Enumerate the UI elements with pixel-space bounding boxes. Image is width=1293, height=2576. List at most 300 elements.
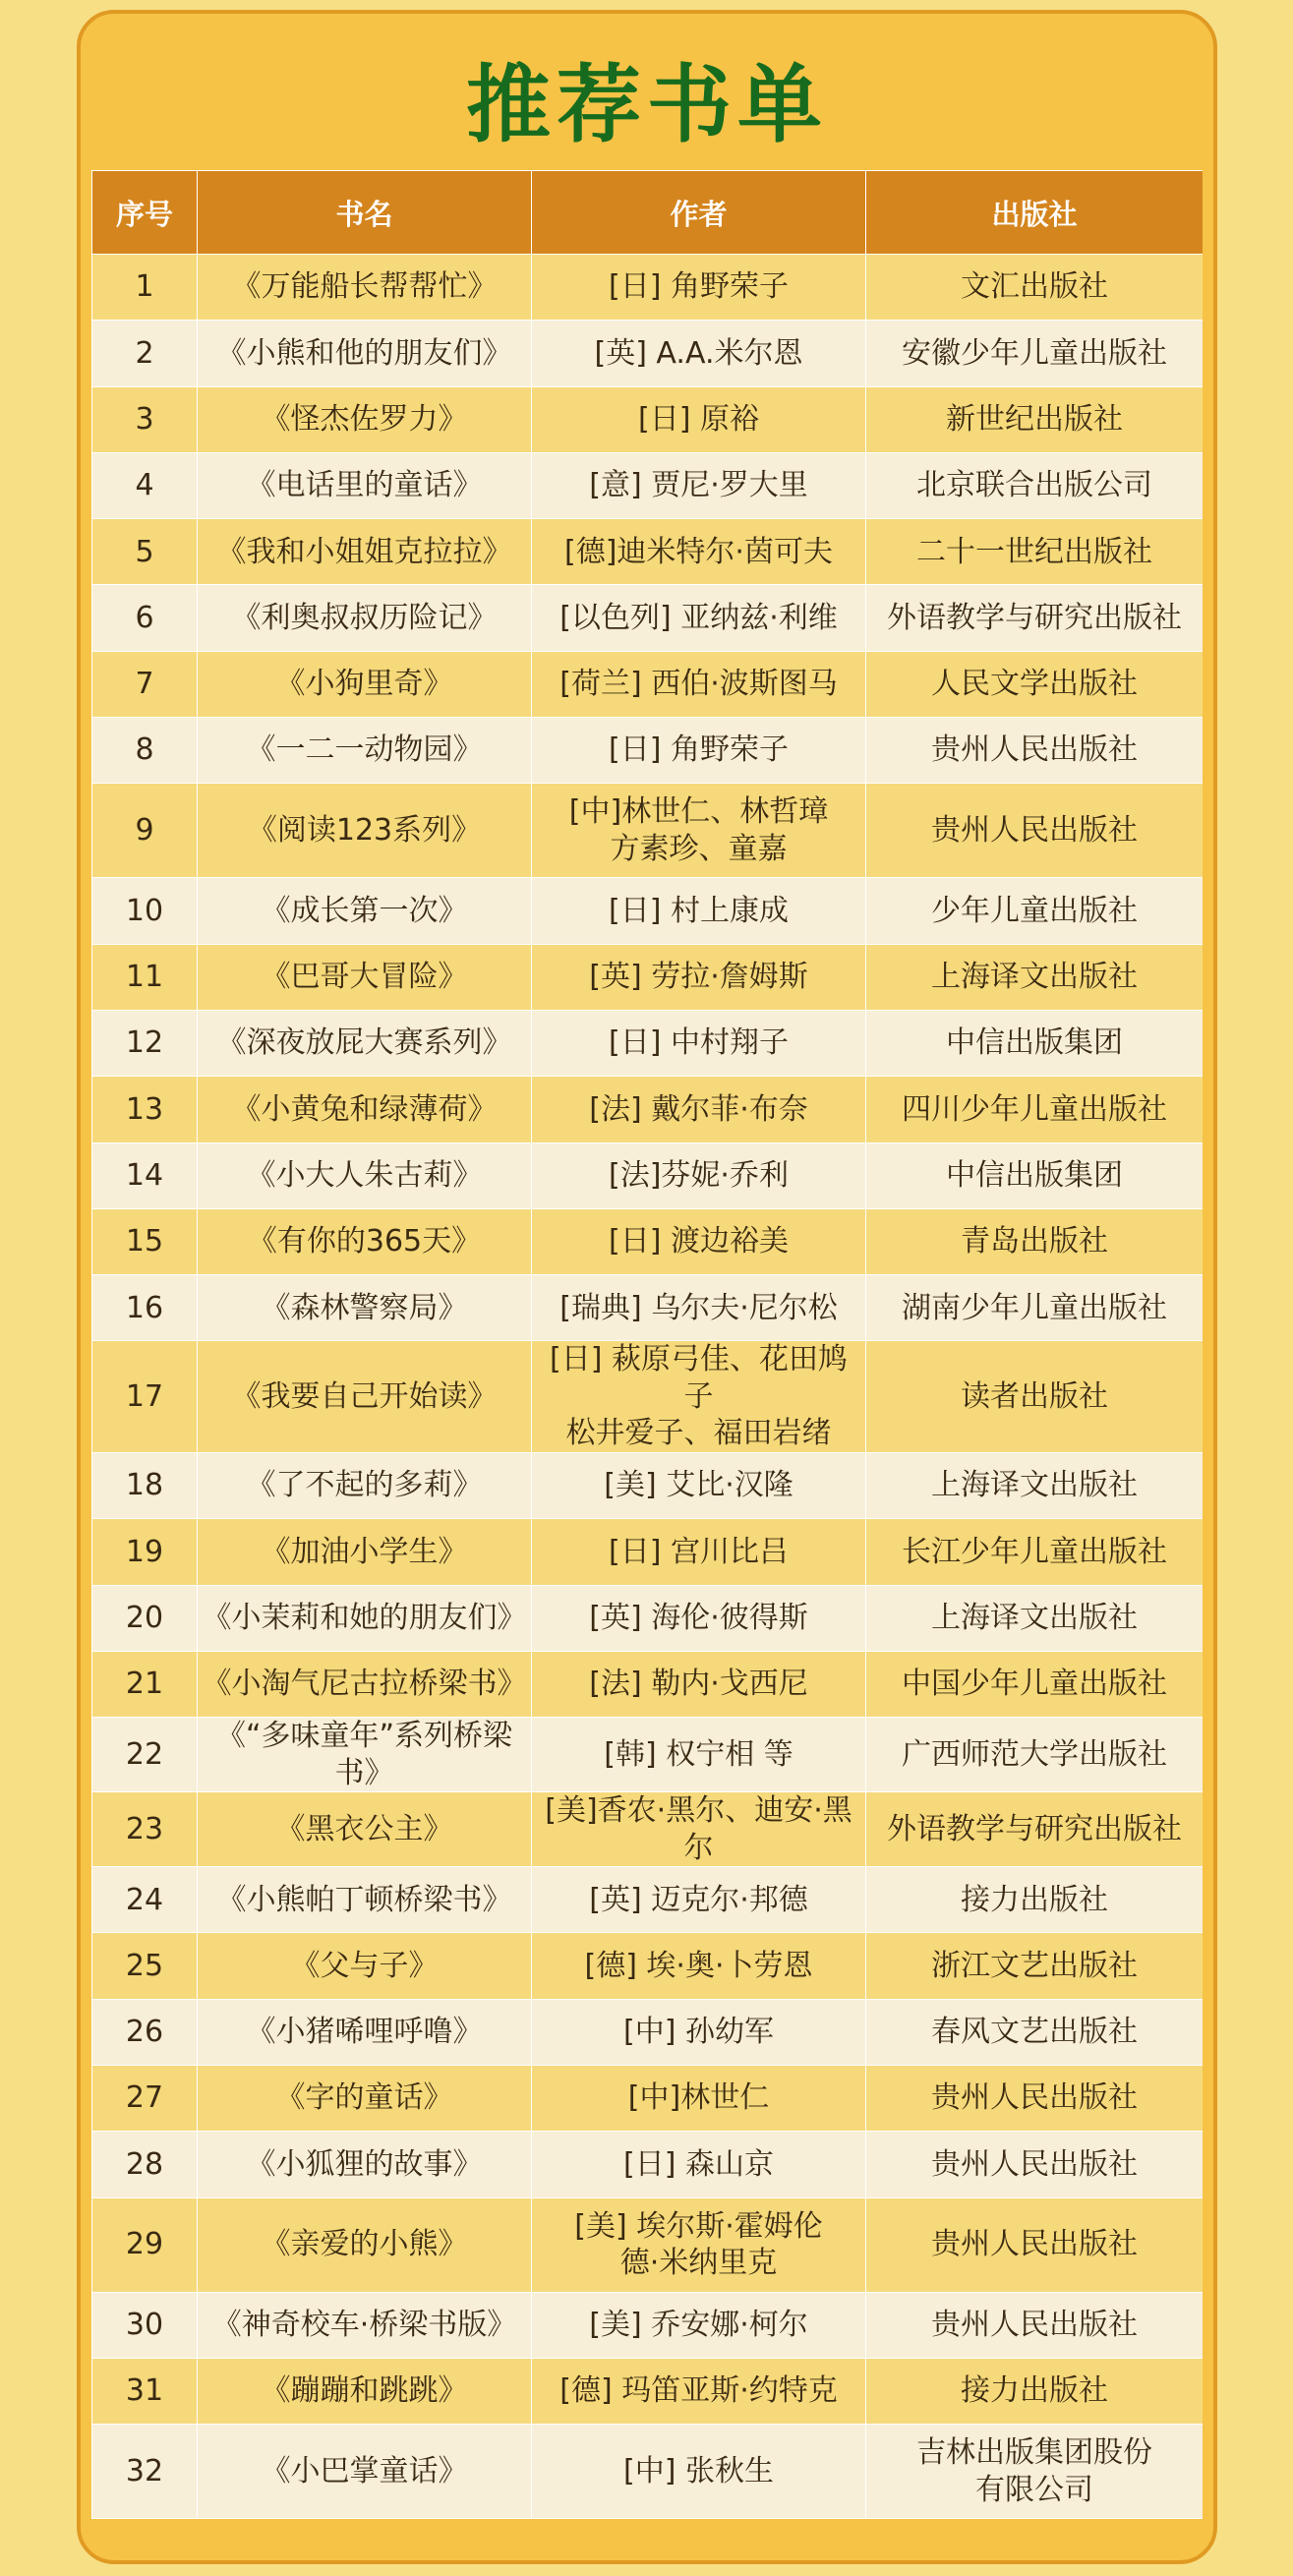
book-table: [91, 170, 1203, 2519]
book-author: [532, 1208, 866, 1274]
table-row: [92, 519, 1204, 585]
book-title: [198, 386, 532, 452]
row-number: [92, 878, 198, 944]
book-publisher-line: 新世纪出版社: [946, 401, 1123, 437]
row-number-line: 9: [135, 813, 154, 849]
book-title: [198, 651, 532, 717]
book-author-line: [日] 角野荣子: [609, 732, 789, 768]
book-author: [532, 1585, 866, 1651]
row-number-line: 24: [125, 1882, 164, 1917]
row-number-line: 3: [135, 401, 154, 437]
book-title-line: 《了不起的多莉》: [246, 1468, 483, 1503]
header-publisher: 出版社: [866, 171, 1204, 255]
book-author: [532, 1933, 866, 1999]
book-author: [532, 1519, 866, 1585]
book-author-line: [日] 渡边裕美: [609, 1224, 789, 1259]
row-number: [92, 718, 198, 784]
book-title: [198, 944, 532, 1010]
book-title: [198, 1519, 532, 1585]
book-title: [198, 878, 532, 944]
book-author-line: [中] 孙幼军: [623, 2015, 774, 2050]
book-publisher: [866, 1718, 1204, 1792]
book-author-line: [法] 戴尔菲·布奈: [589, 1091, 808, 1127]
book-publisher: [866, 1142, 1204, 1208]
table-row: [92, 1933, 1204, 1999]
row-number-line: 7: [135, 667, 154, 702]
book-publisher: [866, 651, 1204, 717]
book-title-line: 《小猪唏哩呼噜》: [246, 2015, 483, 2050]
book-title-line: 《巴哥大冒险》: [261, 960, 468, 995]
book-title: [198, 2292, 532, 2358]
book-author-line: [美]香农·黑尔、迪安·黑尔: [545, 1793, 852, 1865]
row-number: [92, 944, 198, 1010]
book-list-card: [91, 25, 1203, 2549]
book-author: [532, 321, 866, 386]
book-author: [532, 1275, 866, 1341]
row-number: [92, 2292, 198, 2358]
book-author: [532, 2425, 866, 2519]
row-number: [92, 1208, 198, 1274]
book-publisher: [866, 1933, 1204, 1999]
book-author-line: [美] 乔安娜·柯尔: [589, 2308, 808, 2343]
table-row: [92, 651, 1204, 717]
book-publisher-line: 中国少年儿童出版社: [902, 1667, 1167, 1702]
book-author: [532, 452, 866, 518]
table-row: [92, 1077, 1204, 1142]
book-author-line: [韩] 权宁相 等: [604, 1736, 793, 1772]
book-author-line: [日] 宫川比吕: [609, 1534, 789, 1569]
book-title-line: 《深夜放屁大赛系列》: [216, 1025, 512, 1061]
book-publisher-line: 长江少年儿童出版社: [902, 1534, 1167, 1569]
table-row: [92, 944, 1204, 1010]
book-author: [532, 784, 866, 878]
book-publisher: [866, 2292, 1204, 2358]
book-title: [198, 585, 532, 651]
book-publisher: [866, 519, 1204, 585]
row-number: [92, 1792, 198, 1867]
book-author-line: 松井爱子、福田岩绪: [565, 1416, 832, 1451]
book-title-line: 《小熊和他的朋友们》: [216, 335, 512, 371]
table-row: [92, 386, 1204, 452]
book-author-line: [日] 中村翔子: [609, 1025, 789, 1061]
table-row: [92, 2425, 1204, 2519]
book-title-line: 《我和小姐姐克拉拉》: [216, 534, 512, 569]
row-number: [92, 519, 198, 585]
book-author: [532, 2197, 866, 2292]
book-author: [532, 1792, 866, 1867]
book-publisher-line: 安徽少年儿童出版社: [902, 335, 1167, 371]
book-author-line: [法] 勒内·戈西尼: [589, 1667, 808, 1702]
row-number: [92, 1452, 198, 1518]
table-row: [92, 718, 1204, 784]
book-publisher: [866, 1010, 1204, 1076]
book-publisher-line: 北京联合出版公司: [916, 468, 1152, 503]
row-number-line: 5: [135, 534, 154, 569]
book-author: [532, 1010, 866, 1076]
book-author: [532, 519, 866, 585]
book-author-line: [美] 埃尔斯·霍姆伦: [574, 2208, 823, 2244]
table-row: [92, 2066, 1204, 2132]
book-author-line: [瑞典] 乌尔夫·尼尔松: [559, 1290, 838, 1325]
book-publisher-line: 外语教学与研究出版社: [887, 600, 1182, 635]
table-row: [92, 1452, 1204, 1518]
book-title-line: 《有你的365天》: [247, 1224, 482, 1259]
book-title: [198, 1933, 532, 1999]
book-publisher: [866, 2132, 1204, 2197]
book-title: [198, 1077, 532, 1142]
book-title: [198, 1792, 532, 1867]
book-title: [198, 2358, 532, 2424]
row-number-line: 29: [125, 2227, 164, 2262]
book-author: [532, 944, 866, 1010]
table-row: [92, 1867, 1204, 1933]
book-publisher-line: 广西师范大学出版社: [902, 1736, 1167, 1772]
table-header-row: [92, 171, 1204, 255]
book-author: [532, 585, 866, 651]
book-title-line: 《小熊帕丁顿桥梁书》: [216, 1882, 512, 1917]
row-number: [92, 2066, 198, 2132]
book-publisher: [866, 1208, 1204, 1274]
row-number-line: 15: [125, 1224, 164, 1259]
book-title-line: 《森林警察局》: [261, 1290, 468, 1325]
book-author-line: [美] 艾比·汉隆: [604, 1468, 793, 1503]
book-title-line: 《小狐狸的故事》: [246, 2146, 483, 2182]
row-number: [92, 1933, 198, 1999]
book-author-line: [日] 村上康成: [609, 893, 789, 928]
book-publisher-line: 少年儿童出版社: [931, 893, 1138, 928]
table-body: [92, 255, 1204, 2519]
book-publisher-line: 春风文艺出版社: [931, 2015, 1138, 2050]
book-title: [198, 1452, 532, 1518]
row-number: [92, 386, 198, 452]
table-row: [92, 2292, 1204, 2358]
table-row: [92, 1792, 1204, 1867]
row-number: [92, 321, 198, 386]
book-publisher-line: 二十一世纪出版社: [916, 534, 1152, 569]
book-publisher: [866, 2066, 1204, 2132]
book-title-line: 《电话里的童话》: [246, 468, 483, 503]
book-title-line: 《字的童话》: [275, 2080, 453, 2116]
book-publisher: [866, 1651, 1204, 1717]
book-publisher-line: 青岛出版社: [961, 1224, 1108, 1259]
row-number-line: 31: [125, 2373, 164, 2409]
row-number: [92, 255, 198, 321]
book-publisher: [866, 1519, 1204, 1585]
book-publisher-line: 湖南少年儿童出版社: [902, 1290, 1167, 1325]
book-author: [532, 1867, 866, 1933]
book-title-line: 《阅读123系列》: [247, 813, 482, 849]
book-author: [532, 1651, 866, 1717]
book-title-line: 《父与子》: [290, 1948, 439, 1983]
book-publisher: [866, 321, 1204, 386]
table-row: [92, 585, 1204, 651]
book-title: [198, 1718, 532, 1792]
book-author: [532, 2292, 866, 2358]
row-number: [92, 2358, 198, 2424]
book-publisher: [866, 452, 1204, 518]
row-number-line: 23: [125, 1811, 164, 1846]
book-author: [532, 1999, 866, 2065]
book-author-line: [法]芬妮·乔利: [609, 1157, 789, 1193]
book-title: [198, 1341, 532, 1453]
book-publisher: [866, 1077, 1204, 1142]
header-number: 序号: [92, 171, 198, 255]
book-publisher-line: 中信出版集团: [946, 1157, 1123, 1193]
table-row: [92, 1718, 1204, 1792]
book-author: [532, 1341, 866, 1453]
book-title: [198, 2197, 532, 2292]
page-title: 推荐书单: [466, 56, 828, 154]
book-title: [198, 1585, 532, 1651]
book-author-line: 方素珍、童嘉: [610, 831, 788, 866]
book-title-line: 《“多味童年”系列桥梁书》: [215, 1719, 513, 1790]
book-publisher: [866, 585, 1204, 651]
book-author-line: [英] 海伦·彼得斯: [589, 1600, 808, 1635]
book-title-line: 《我要自己开始读》: [231, 1378, 498, 1414]
row-number-line: 13: [125, 1091, 164, 1127]
book-publisher: [866, 784, 1204, 878]
table-row: [92, 1275, 1204, 1341]
book-title-line: 《神奇校车·桥梁书版》: [211, 2308, 517, 2343]
table-row: [92, 784, 1204, 878]
row-number: [92, 1519, 198, 1585]
row-number: [92, 1142, 198, 1208]
book-title-line: 《利奥叔叔历险记》: [231, 600, 498, 635]
row-number-line: 4: [135, 468, 154, 503]
book-publisher: [866, 944, 1204, 1010]
book-title: [198, 1275, 532, 1341]
row-number-line: 20: [125, 1600, 164, 1635]
book-publisher-line: 接力出版社: [961, 2373, 1108, 2409]
book-publisher-line: 文汇出版社: [961, 269, 1108, 305]
table-row: [92, 878, 1204, 944]
book-publisher-line: 上海译文出版社: [931, 1600, 1138, 1635]
row-number-line: 25: [125, 1948, 164, 1983]
row-number: [92, 585, 198, 651]
row-number-line: 30: [125, 2308, 164, 2343]
book-author: [532, 1142, 866, 1208]
book-publisher-line: 浙江文艺出版社: [931, 1948, 1138, 1983]
book-author: [532, 1452, 866, 1518]
book-publisher-line: 读者出版社: [961, 1378, 1108, 1414]
book-author-line: [德] 玛笛亚斯·约特克: [559, 2373, 838, 2409]
table-row: [92, 1208, 1204, 1274]
book-title-line: 《加油小学生》: [261, 1534, 468, 1569]
table-row: [92, 1341, 1204, 1453]
book-title: [198, 784, 532, 878]
book-author: [532, 255, 866, 321]
book-title: [198, 1010, 532, 1076]
book-publisher-line: 贵州人民出版社: [931, 2227, 1138, 2262]
table-row: [92, 2358, 1204, 2424]
row-number: [92, 452, 198, 518]
book-title-line: 《亲爱的小熊》: [261, 2227, 468, 2262]
book-publisher-line: 上海译文出版社: [931, 960, 1138, 995]
book-publisher: [866, 2425, 1204, 2519]
book-author-line: [日] 森山京: [623, 2146, 774, 2182]
table-row: [92, 1142, 1204, 1208]
book-publisher: [866, 878, 1204, 944]
book-title-line: 《成长第一次》: [261, 893, 468, 928]
book-publisher: [866, 1275, 1204, 1341]
book-publisher-line: 吉林出版集团股份: [916, 2435, 1152, 2471]
row-number: [92, 2425, 198, 2519]
book-title: [198, 452, 532, 518]
book-title: [198, 2425, 532, 2519]
book-author: [532, 878, 866, 944]
book-title: [198, 1867, 532, 1933]
row-number-line: 19: [125, 1534, 164, 1569]
book-author-line: [英] A.A.米尔恩: [594, 335, 803, 371]
book-publisher: [866, 386, 1204, 452]
row-number: [92, 2132, 198, 2197]
row-number-line: 16: [125, 1290, 164, 1325]
book-author: [532, 2066, 866, 2132]
table-row: [92, 1999, 1204, 2065]
book-publisher-line: 人民文学出版社: [931, 667, 1138, 702]
book-title-line: 《一二一动物园》: [246, 732, 483, 768]
row-number: [92, 1867, 198, 1933]
book-title-line: 《小淘气尼古拉桥梁书》: [202, 1667, 527, 1702]
book-title: [198, 2132, 532, 2197]
table-row: [92, 1651, 1204, 1717]
book-publisher-line: 贵州人民出版社: [931, 2080, 1138, 2116]
row-number-line: 27: [125, 2080, 164, 2116]
book-title: [198, 718, 532, 784]
book-publisher-line: 接力出版社: [961, 1882, 1108, 1917]
book-title-line: 《黑衣公主》: [275, 1811, 453, 1846]
row-number-line: 26: [125, 2015, 164, 2050]
book-author-line: [以色列] 亚纳兹·利维: [559, 600, 838, 635]
book-author: [532, 651, 866, 717]
book-title: [198, 1651, 532, 1717]
row-number-line: 10: [125, 893, 164, 928]
row-number-line: 1: [135, 269, 154, 305]
row-number: [92, 1010, 198, 1076]
table-row: [92, 452, 1204, 518]
row-number-line: 11: [125, 960, 164, 995]
book-author-line: [日] 角野荣子: [609, 269, 789, 305]
book-author-line: [中]林世仁、林哲璋: [568, 794, 829, 830]
row-number: [92, 1651, 198, 1717]
row-number-line: 17: [125, 1378, 164, 1414]
row-number: [92, 784, 198, 878]
book-author-line: [英] 迈克尔·邦德: [589, 1882, 808, 1917]
book-author: [532, 1077, 866, 1142]
book-publisher: [866, 2197, 1204, 2292]
book-publisher: [866, 1341, 1204, 1453]
book-publisher-line: 贵州人民出版社: [931, 2308, 1138, 2343]
book-author: [532, 1718, 866, 1792]
book-author-line: [日] 原裕: [638, 401, 759, 437]
book-publisher: [866, 1792, 1204, 1867]
book-author-line: [德] 埃·奥·卜劳恩: [584, 1948, 813, 1983]
table-row: [92, 1519, 1204, 1585]
table-row: [92, 321, 1204, 386]
row-number-line: 28: [125, 2146, 164, 2182]
row-number-line: 32: [125, 2453, 164, 2488]
row-number: [92, 651, 198, 717]
header-book-title: 书名: [198, 171, 532, 255]
book-title-line: 《小茉莉和她的朋友们》: [202, 1600, 527, 1635]
table-row: [92, 1010, 1204, 1076]
table-row: [92, 255, 1204, 321]
book-author: [532, 718, 866, 784]
book-author: [532, 2132, 866, 2197]
book-publisher-line: 贵州人民出版社: [931, 732, 1138, 768]
table-row: [92, 1585, 1204, 1651]
book-title: [198, 1999, 532, 2065]
book-author-line: [英] 劳拉·詹姆斯: [589, 960, 808, 995]
book-title: [198, 519, 532, 585]
book-author-line: [日] 萩原弓佳、花田鸠子: [550, 1342, 848, 1414]
row-number: [92, 1341, 198, 1453]
book-title-line: 《小狗里奇》: [275, 667, 453, 702]
book-publisher-line: 外语教学与研究出版社: [887, 1811, 1182, 1846]
book-publisher: [866, 255, 1204, 321]
book-title-line: 《万能船长帮帮忙》: [231, 269, 498, 305]
book-title: [198, 321, 532, 386]
book-title-line: 《小大人朱古莉》: [246, 1157, 483, 1193]
book-publisher: [866, 1999, 1204, 2065]
row-number-line: 14: [125, 1157, 164, 1193]
book-title: [198, 1142, 532, 1208]
row-number-line: 8: [135, 732, 154, 768]
book-publisher: [866, 1867, 1204, 1933]
row-number-line: 21: [125, 1667, 164, 1702]
book-publisher-line: 中信出版集团: [946, 1025, 1123, 1061]
row-number: [92, 1275, 198, 1341]
book-publisher: [866, 2358, 1204, 2424]
book-publisher-line: 贵州人民出版社: [931, 2146, 1138, 2182]
row-number: [92, 2197, 198, 2292]
table-row: [92, 2197, 1204, 2292]
row-number: [92, 1718, 198, 1792]
book-title: [198, 1208, 532, 1274]
book-author-line: [中]林世仁: [627, 2080, 770, 2116]
book-author-line: [意] 贾尼·罗大里: [589, 468, 808, 503]
row-number: [92, 1585, 198, 1651]
row-number-line: 22: [125, 1736, 164, 1772]
book-author: [532, 2358, 866, 2424]
row-number-line: 12: [125, 1025, 164, 1061]
book-title: [198, 255, 532, 321]
book-title-line: 《小黄兔和绿薄荷》: [231, 1091, 498, 1127]
book-publisher: [866, 1585, 1204, 1651]
row-number-line: 6: [135, 600, 154, 635]
book-author-line: [德]迪米特尔·茵可夫: [564, 534, 833, 569]
book-author-line: [荷兰] 西伯·波斯图马: [559, 667, 838, 702]
row-number-line: 18: [125, 1468, 164, 1503]
book-title: [198, 2066, 532, 2132]
book-publisher-line: 贵州人民出版社: [931, 813, 1138, 849]
card-footer: [91, 2519, 1203, 2549]
row-number-line: 2: [135, 335, 154, 371]
book-publisher-line: 四川少年儿童出版社: [902, 1091, 1167, 1127]
book-author-line: 德·米纳里克: [619, 2246, 778, 2281]
book-title-line: 《蹦蹦和跳跳》: [261, 2373, 468, 2409]
book-author: [532, 386, 866, 452]
book-publisher-line: 上海译文出版社: [931, 1468, 1138, 1503]
row-number: [92, 1077, 198, 1142]
book-title-line: 《小巴掌童话》: [261, 2453, 468, 2488]
book-title-line: 《怪杰佐罗力》: [261, 401, 468, 437]
book-publisher-line: 有限公司: [975, 2472, 1093, 2507]
book-author-line: [中] 张秋生: [623, 2453, 774, 2488]
book-publisher: [866, 1452, 1204, 1518]
table-row: [92, 2132, 1204, 2197]
row-number: [92, 1999, 198, 2065]
